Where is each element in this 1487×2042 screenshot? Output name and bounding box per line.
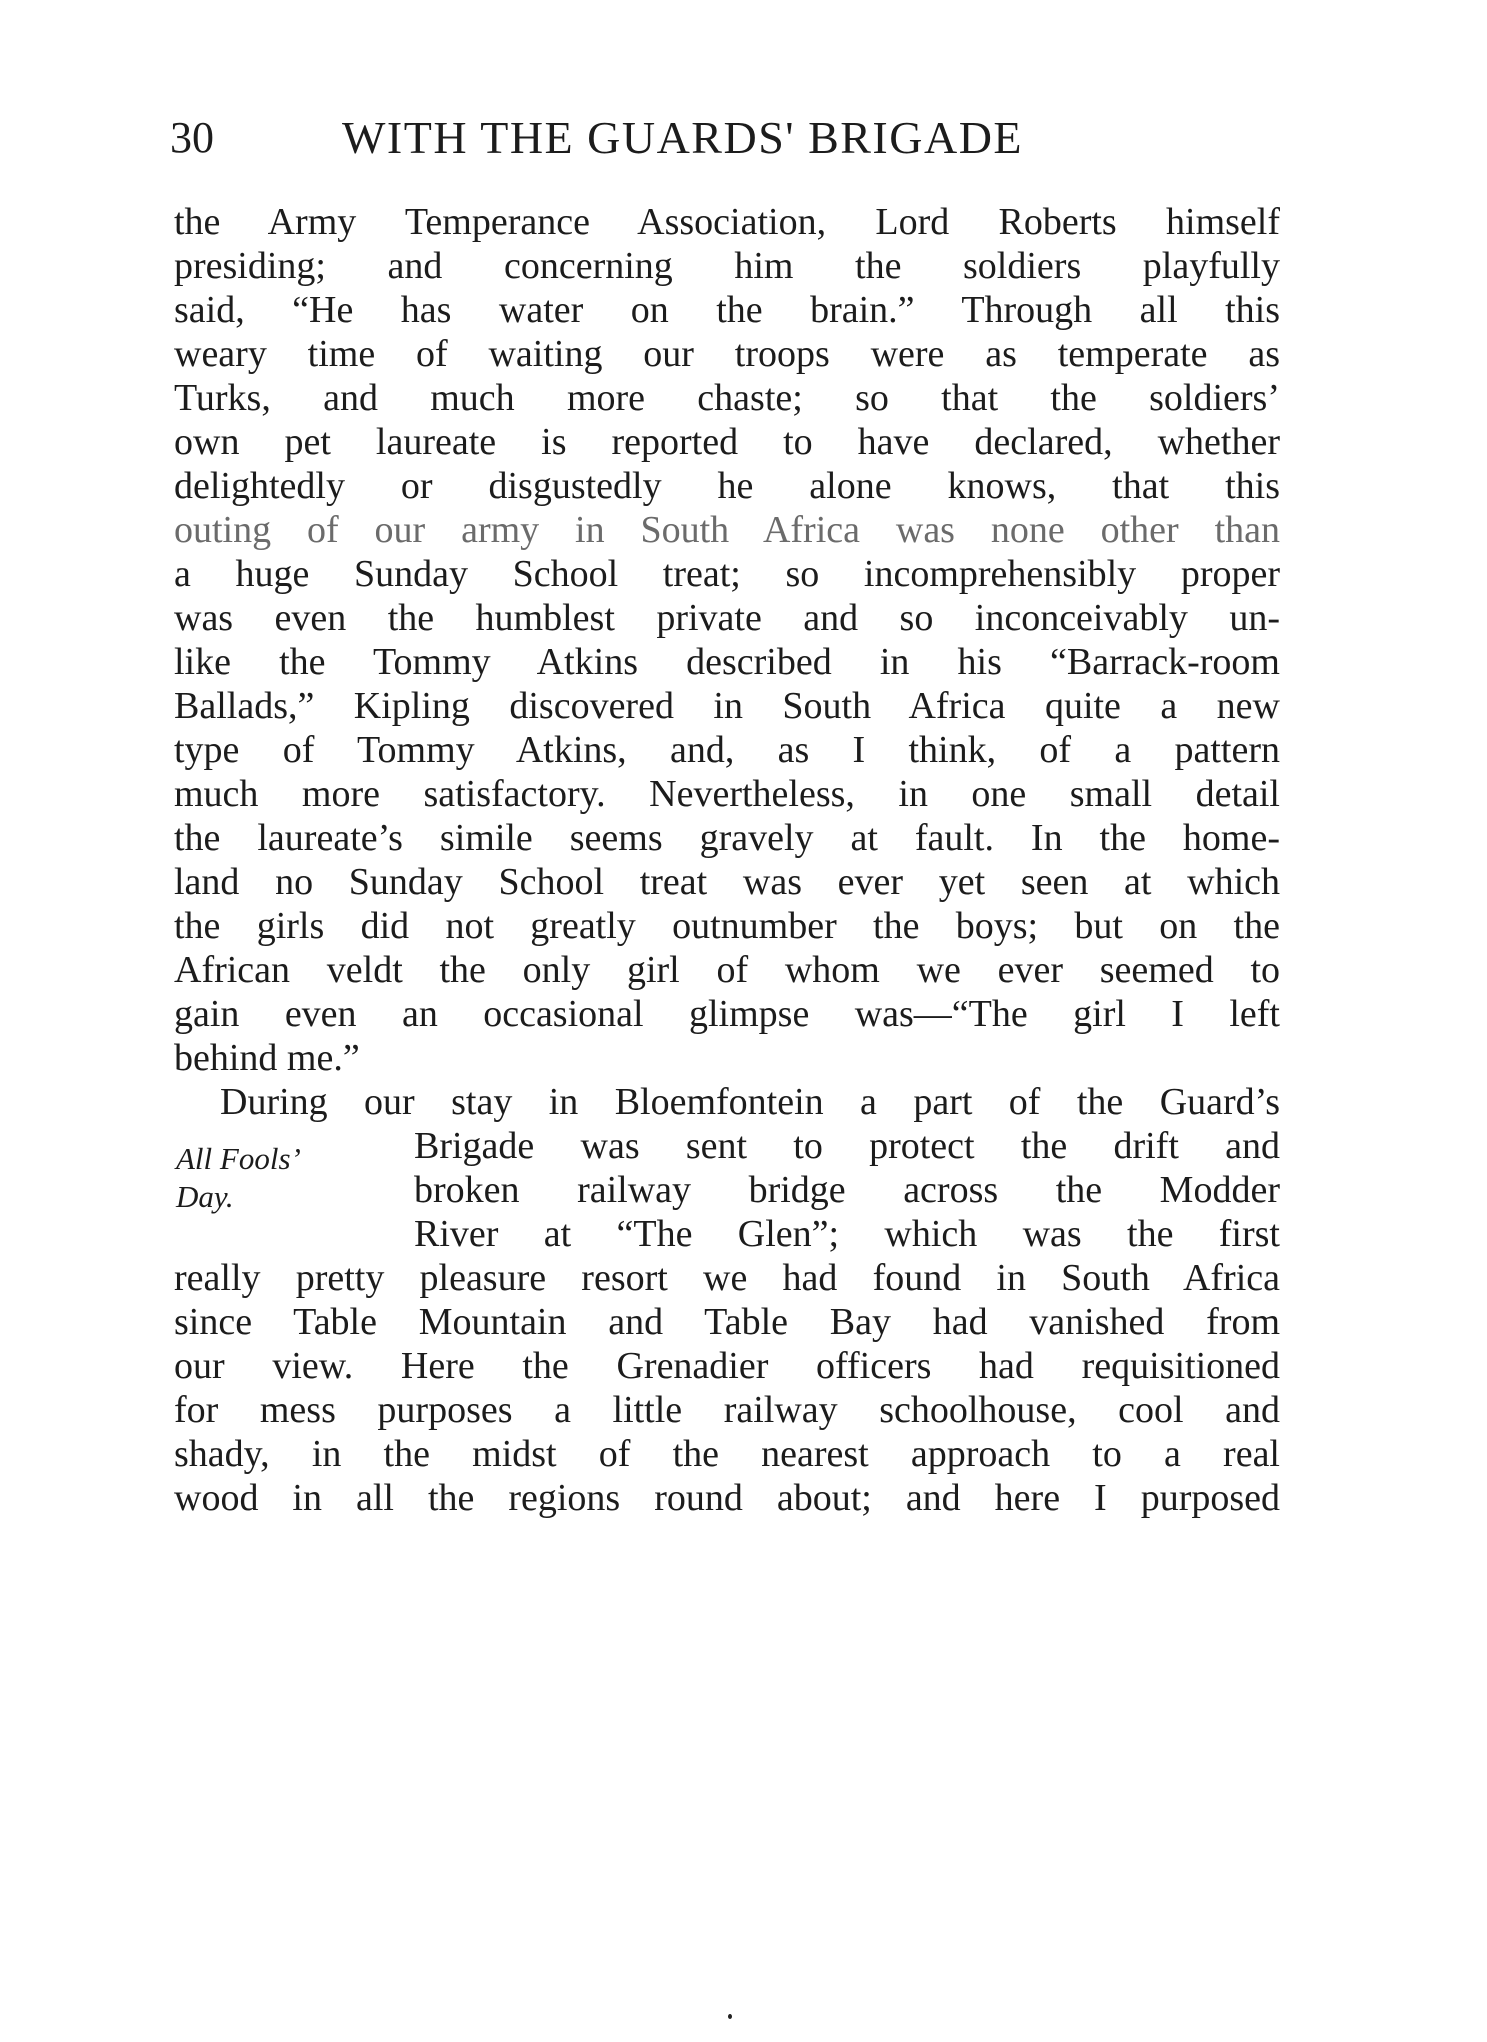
text-line: for mess purposes a little railway schoolhouse, cool and <box>174 1389 1280 1431</box>
text-line: much more satisfactory. Nevertheless, in one small detail <box>174 773 1280 815</box>
text-line: During our stay in Bloemfontein a part of the Guard’s <box>220 1081 1280 1123</box>
text-line: type of Tommy Atkins, and, as I think, of a pattern <box>174 729 1280 771</box>
text-line: presiding; and concerning him the soldiers playfully <box>174 245 1280 287</box>
text-line: River at “The Glen”; which was the first <box>414 1213 1280 1255</box>
text-line: shady, in the midst of the nearest approach to a real <box>174 1433 1280 1475</box>
text-line: was even the humblest private and so inconceivably un- <box>174 597 1280 639</box>
text-line: gain even an occasional glimpse was—“The girl I left <box>174 993 1280 1035</box>
text-line: land no Sunday School treat was ever yet seen at which <box>174 861 1280 903</box>
text-line: weary time of waiting our troops were as temperate as <box>174 333 1280 375</box>
text-line: behind me.” <box>174 1037 360 1079</box>
text-line: broken railway bridge across the Modder <box>414 1169 1280 1211</box>
text-line: wood in all the regions round about; and here I purposed <box>174 1477 1280 1519</box>
text-line: like the Tommy Atkins described in his “Barrack-room <box>174 641 1280 683</box>
text-line: Ballads,” Kipling discovered in South Africa quite a new <box>174 685 1280 727</box>
margin-note-line: Day. <box>176 1179 234 1214</box>
text-line: outing of our army in South Africa was none other than <box>174 509 1280 551</box>
text-line: Brigade was sent to protect the drift and <box>414 1125 1280 1167</box>
page-header <box>170 108 1280 168</box>
page-number: 30 <box>170 113 214 162</box>
text-line: Turks, and much more chaste; so that the soldiers’ <box>174 377 1280 419</box>
text-line: a huge Sunday School treat; so incomprehensibly proper <box>174 553 1280 595</box>
text-line: own pet laureate is reported to have declared, whether <box>174 421 1280 463</box>
text-line: since Table Mountain and Table Bay had vanished from <box>174 1301 1280 1343</box>
text-line: delightedly or disgustedly he alone knows, that this <box>174 465 1280 507</box>
print-speck <box>728 2014 732 2019</box>
text-line: said, “He has water on the brain.” Through all this <box>174 289 1280 331</box>
text-line: the Army Temperance Association, Lord Roberts himself <box>174 201 1280 243</box>
text-line: the girls did not greatly outnumber the boys; but on the <box>174 905 1280 947</box>
text-line: African veldt the only girl of whom we ever seemed to <box>174 949 1280 991</box>
running-title: WITH THE GUARDS' BRIGADE <box>342 112 1024 163</box>
text-line: really pretty pleasure resort we had found in South Africa <box>174 1257 1280 1299</box>
text-line: the laureate’s simile seems gravely at fault. In the home- <box>174 817 1280 859</box>
margin-note-line: All Fools’ <box>176 1141 301 1176</box>
text-line: our view. Here the Grenadier officers had requisitioned <box>174 1345 1280 1387</box>
margin-note <box>176 1140 301 1216</box>
